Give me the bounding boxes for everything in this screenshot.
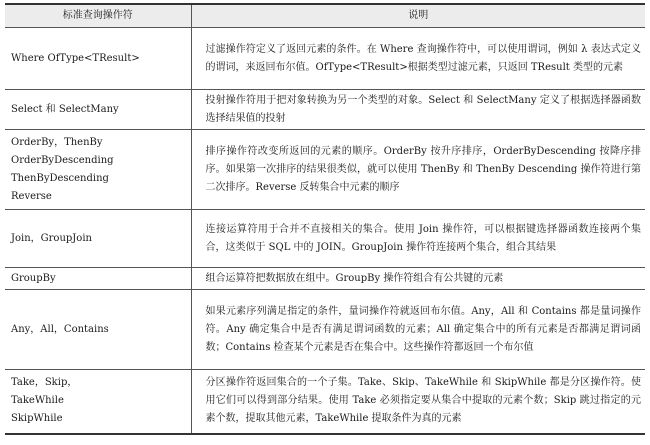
operator-name: TakeWhile: [11, 395, 64, 407]
description-cell: 分区操作符返回集合的一个子集。Take、Skip、TakeWhile 和 SkipWhile 都是分区操作符。使用它们可以得到部分结果。使用 Take 必须指定要从集合中提取的元素个数；Skip 跳过指定的元素个数，提取其他元素，TakeWhile 提取条件为真的元素: [191, 370, 645, 434]
operator-name: OrderByDescending: [11, 154, 114, 166]
operator-cell: [5, 210, 191, 268]
operator-cell: [5, 268, 191, 290]
table-row: [5, 90, 645, 130]
table-row: [5, 28, 645, 90]
table-row: [5, 210, 645, 268]
operator-name: Where OfType<TResult>: [11, 52, 140, 64]
table-row: [5, 370, 645, 434]
table-row: [5, 290, 645, 370]
operator-cell: [5, 290, 191, 370]
description-cell: 排序操作符改变所返回的元素的顺序。OrderBy 按升序排序，OrderByDescending 按降序排序。如果第一次排序的结果很类似，就可以使用 ThenBy 和 ThenBy Descending 操作符进行第二次排序。Reverse 反转集合中元素的顺序: [191, 130, 645, 210]
operator-cell: [5, 90, 191, 130]
operator-name: Take，Skip，: [11, 377, 78, 389]
operator-name: ThenByDescending: [11, 172, 109, 184]
operator-name: Reverse: [11, 190, 52, 202]
operator-name: Select 和 SelectMany: [11, 103, 119, 115]
operator-name: GroupBy: [11, 272, 56, 284]
description-cell: 连接运算符用于合并不直接相关的集合。使用 Join 操作符，可以根据键选择器函数连接两个集合，这类似于 SQL 中的 JOIN。GroupJoin 操作符连接两个集合，组合其结果: [191, 210, 645, 268]
standard-query-operators-table: [5, 3, 645, 435]
table-row: [5, 268, 645, 290]
description-cell: 如果元素序列满足指定的条件，量词操作符就返回布尔值。Any，All 和 Contains 都是量词操作符。Any 确定集合中是否有满足谓词函数的元素；All 确定集合中的所有元素是否都满足谓词函数；Contains 检查某个元素是否在集合中。这些操作符都返回一个布尔值: [191, 290, 645, 370]
operator-name: SkipWhile: [11, 413, 63, 425]
operator-name: OrderBy，ThenBy: [11, 136, 103, 148]
table-header-row: [5, 4, 645, 28]
header-description: 说明: [191, 4, 645, 28]
description-cell: 投射操作符用于把对象转换为另一个类型的对象。Select 和 SelectMany 定义了根据选择器函数选择结果值的投射: [191, 90, 645, 130]
table-row: [5, 130, 645, 210]
description-cell: 组合运算符把数据放在组中。GroupBy 操作符组合有公共键的元素: [191, 268, 645, 290]
operator-cell: [5, 130, 191, 210]
operator-cell: [5, 28, 191, 90]
header-operator: 标准查询操作符: [5, 4, 191, 28]
operator-cell: [5, 370, 191, 434]
operator-name: Any，All，Contains: [11, 323, 109, 335]
operator-name: Join，GroupJoin: [11, 232, 92, 244]
description-cell: 过滤操作符定义了返回元素的条件。在 Where 查询操作符中，可以使用谓词，例如 λ 表达式定义的谓词，来返回布尔值。OfType<TResult>根据类型过滤元素，只返回 TResult 类型的元素: [191, 28, 645, 90]
